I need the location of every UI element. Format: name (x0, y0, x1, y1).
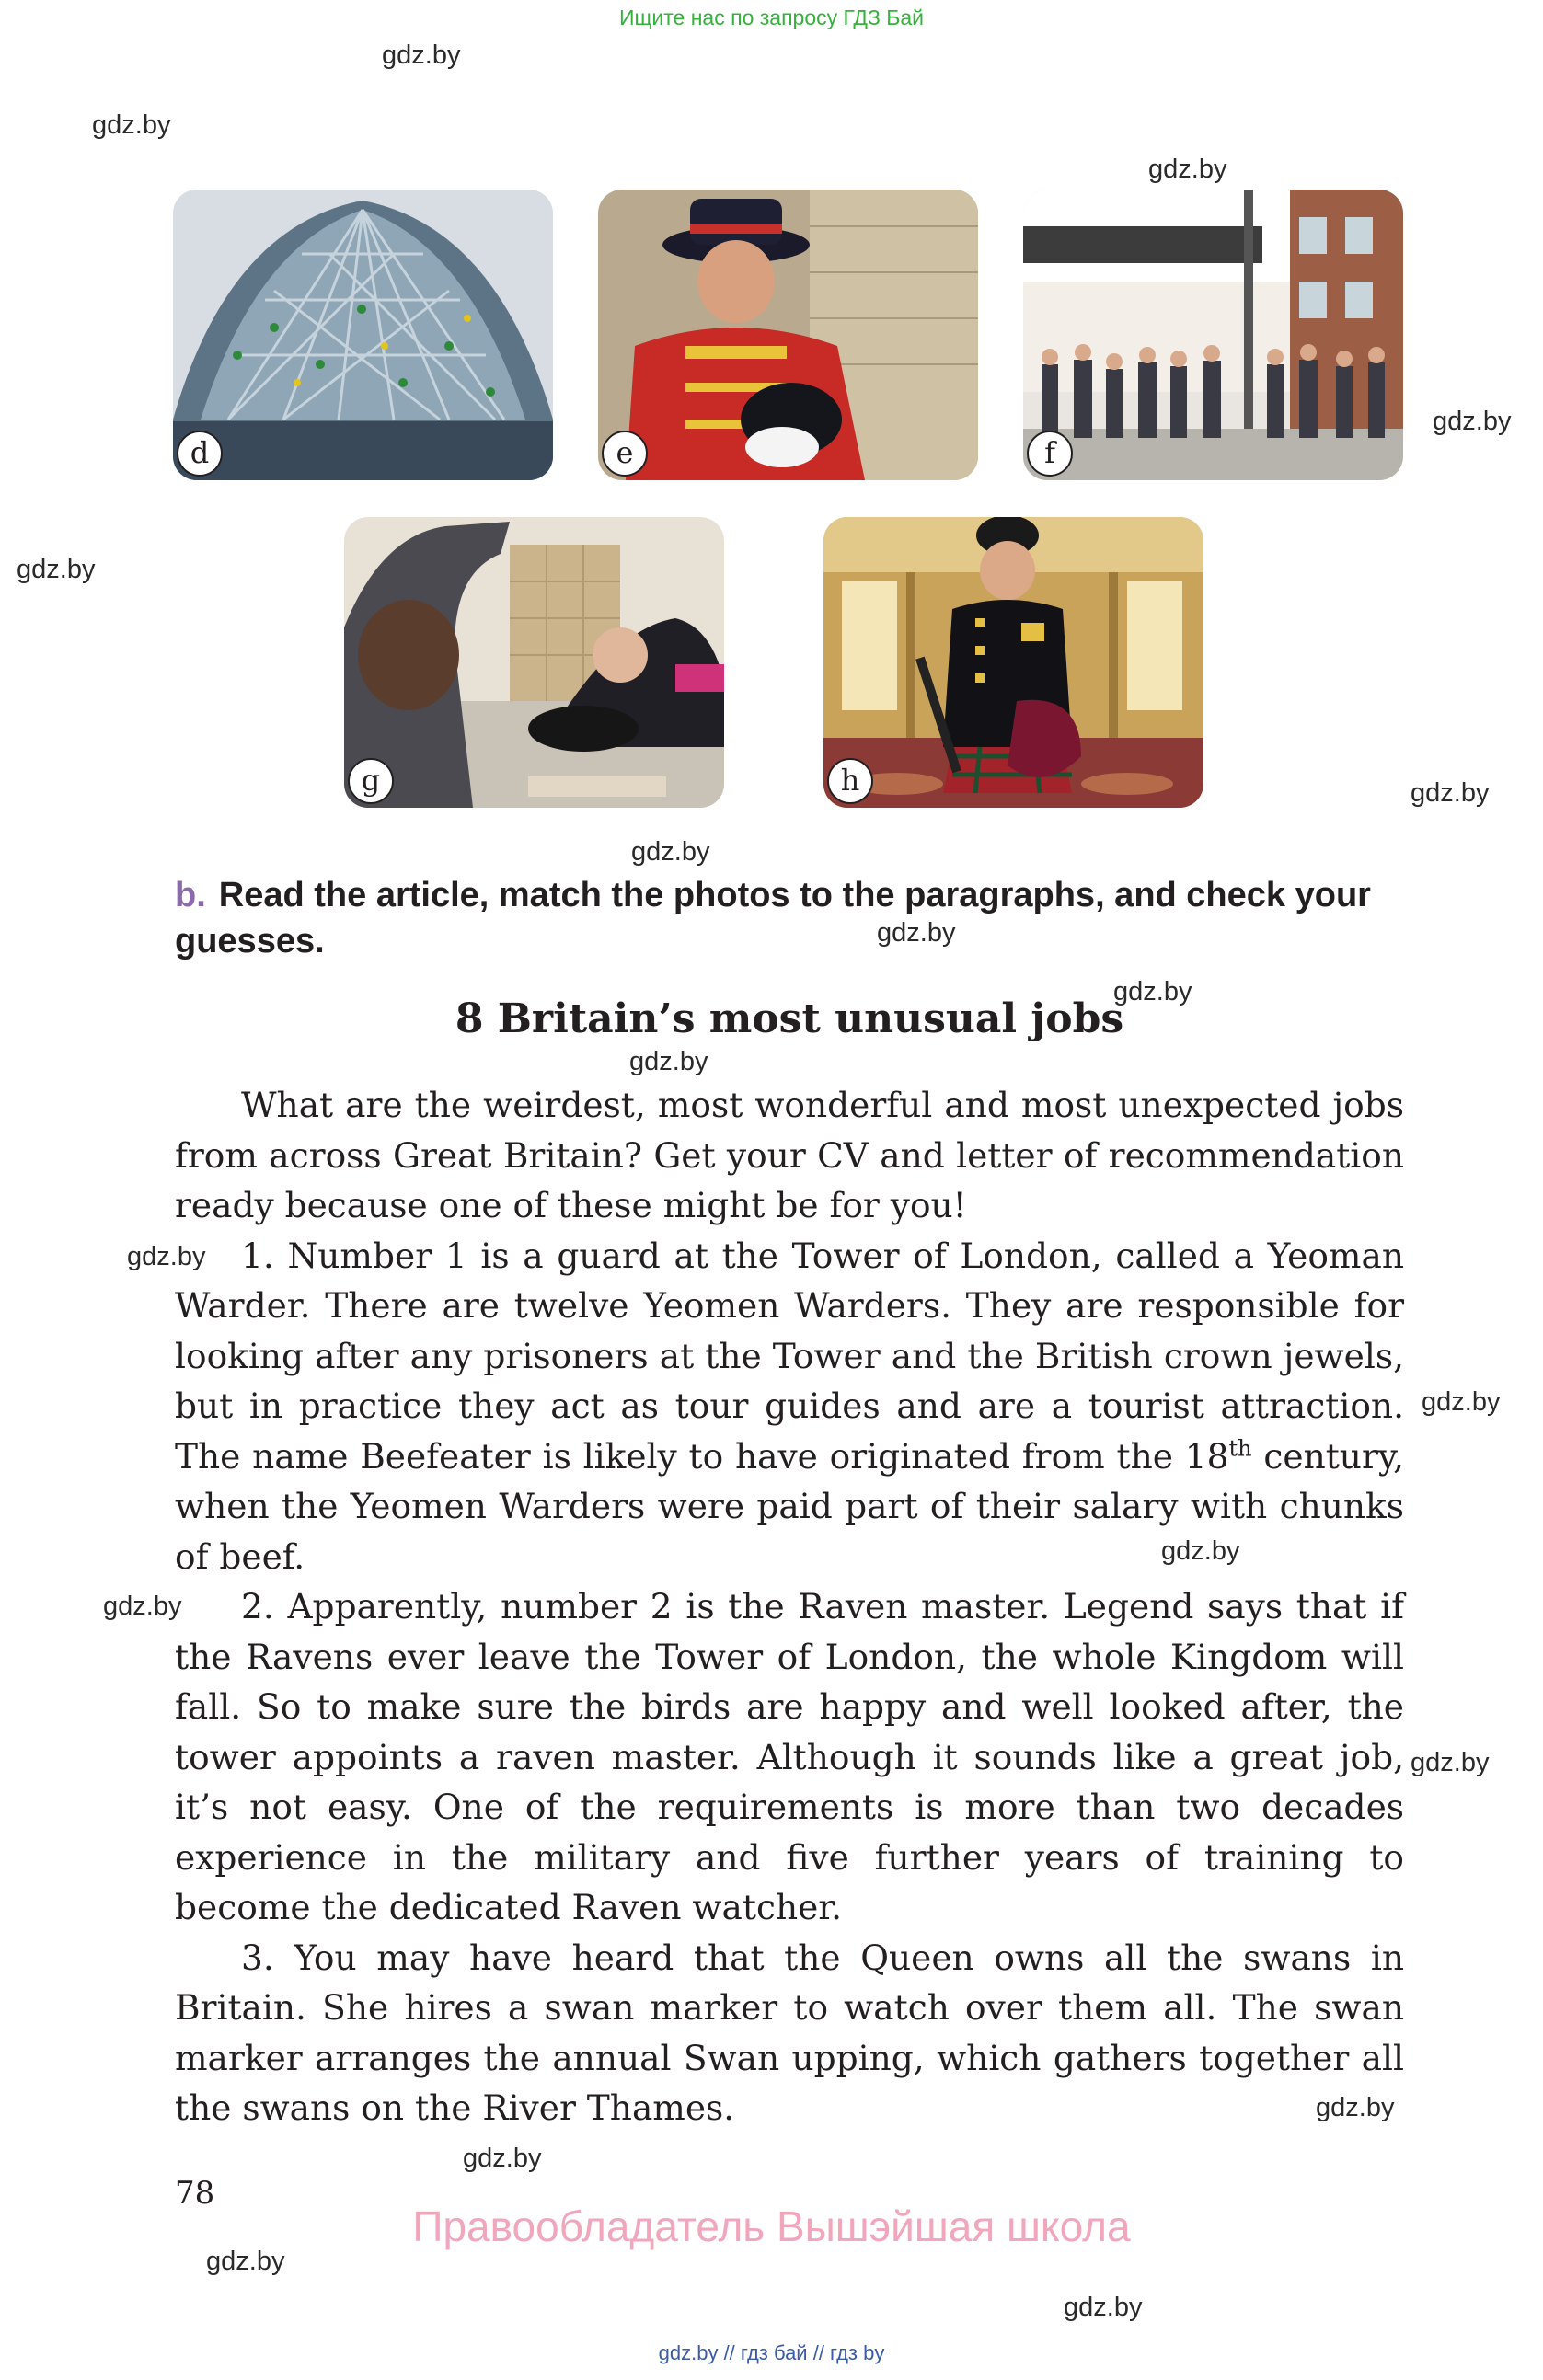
page-number: 78 (175, 2175, 215, 2212)
watermark: gdz.by (463, 2144, 542, 2173)
top-banner[interactable]: Ищите нас по запросу ГДЗ Бай (618, 6, 925, 29)
photo-label: h (827, 758, 873, 804)
photo-f (1023, 190, 1403, 480)
royal-piper-image (823, 517, 1203, 808)
photo-label: f (1027, 431, 1073, 477)
watermark: gdz.by (206, 2247, 285, 2276)
dog-yoga-image (344, 517, 724, 808)
watermark: gdz.by (103, 1592, 182, 1621)
watermark: gdz.by (1411, 778, 1490, 808)
photo-h (823, 517, 1203, 808)
task-letter: b. (175, 876, 206, 914)
paragraph-1 (175, 1231, 1404, 1582)
watermark: gdz.by (17, 555, 96, 584)
watermark: gdz.by (629, 1047, 708, 1076)
watermark: gdz.by (1148, 155, 1227, 184)
article-intro: What are the weirdest, most wonderful and most unexpected jobs from across Great Britain? Get your CV and letter of recommendation ready because one of these might be for you! (175, 1085, 1404, 1225)
footer-links[interactable]: gdz.by // гдз бай // гдз by (658, 2341, 885, 2364)
watermark: gdz.by (1433, 407, 1512, 436)
photo-label: g (348, 758, 394, 804)
watermark: gdz.by (127, 1242, 206, 1271)
watermark: gdz.by (1113, 977, 1192, 1006)
glass-tower-image (173, 190, 553, 480)
superscript: th (1228, 1435, 1252, 1461)
paragraph-1-part-b: century, when the Yeomen Warders were paid part of their salary with chunks of beef. (175, 1435, 1404, 1577)
watermark: gdz.by (92, 110, 171, 140)
watermark: gdz.by (1422, 1387, 1501, 1417)
task-instruction (175, 872, 1404, 964)
article-body (175, 1080, 1404, 2133)
watermark: gdz.by (382, 40, 461, 70)
photo-e (598, 190, 978, 480)
paragraph-2: 2. Apparently, number 2 is the Raven master. Legend says that if the Ravens ever leave the Tower of London, the whole Kingdom will fall. So to make sure the birds are happy and well looked after, the tower appoints a raven master. Although it sounds like a great job, it’s not easy. One of the requirements is more than two decades experience in the military and five further years of training to become the dedicated Raven watcher. (175, 1586, 1404, 1927)
photo-label: d (177, 431, 223, 477)
watermark: gdz.by (1411, 1748, 1490, 1777)
rights-holder: Правообладатель Вышэйшая школа (412, 2202, 1131, 2250)
task-text: Read the article, match the photos to the paragraphs, and check your guesses. (175, 876, 1371, 960)
watermark: gdz.by (631, 837, 710, 867)
watermark: gdz.by (1064, 2293, 1143, 2322)
paragraph-1-part-a: 1. Number 1 is a guard at the Tower of London, called a Yeoman Warder. There are twelve Yeomen Warders. They are responsible for looking after any prisoners at the Tower and the British crown jewels, but in practice they act as tour guides and are a tourist attraction. The name Beefeater is likely to have originated from the 18 (175, 1235, 1404, 1477)
watermark: gdz.by (1161, 1536, 1240, 1566)
watermark: gdz.by (1316, 2093, 1395, 2122)
article-title: 8 Britain’s most unusual jobs (455, 995, 1124, 1042)
shop-queue-image (1023, 190, 1403, 480)
photo-g (344, 517, 724, 808)
watermark: gdz.by (877, 918, 956, 948)
paragraph-3: 3. You may have heard that the Queen owns all the swans in Britain. She hires a swan marker to watch over them all. The swan marker arranges the annual Swan upping, which gathers together all the swans on the River Thames. (175, 1937, 1404, 2128)
yeoman-warder-image (598, 190, 978, 480)
photo-d (173, 190, 553, 480)
photo-label: e (602, 431, 648, 477)
